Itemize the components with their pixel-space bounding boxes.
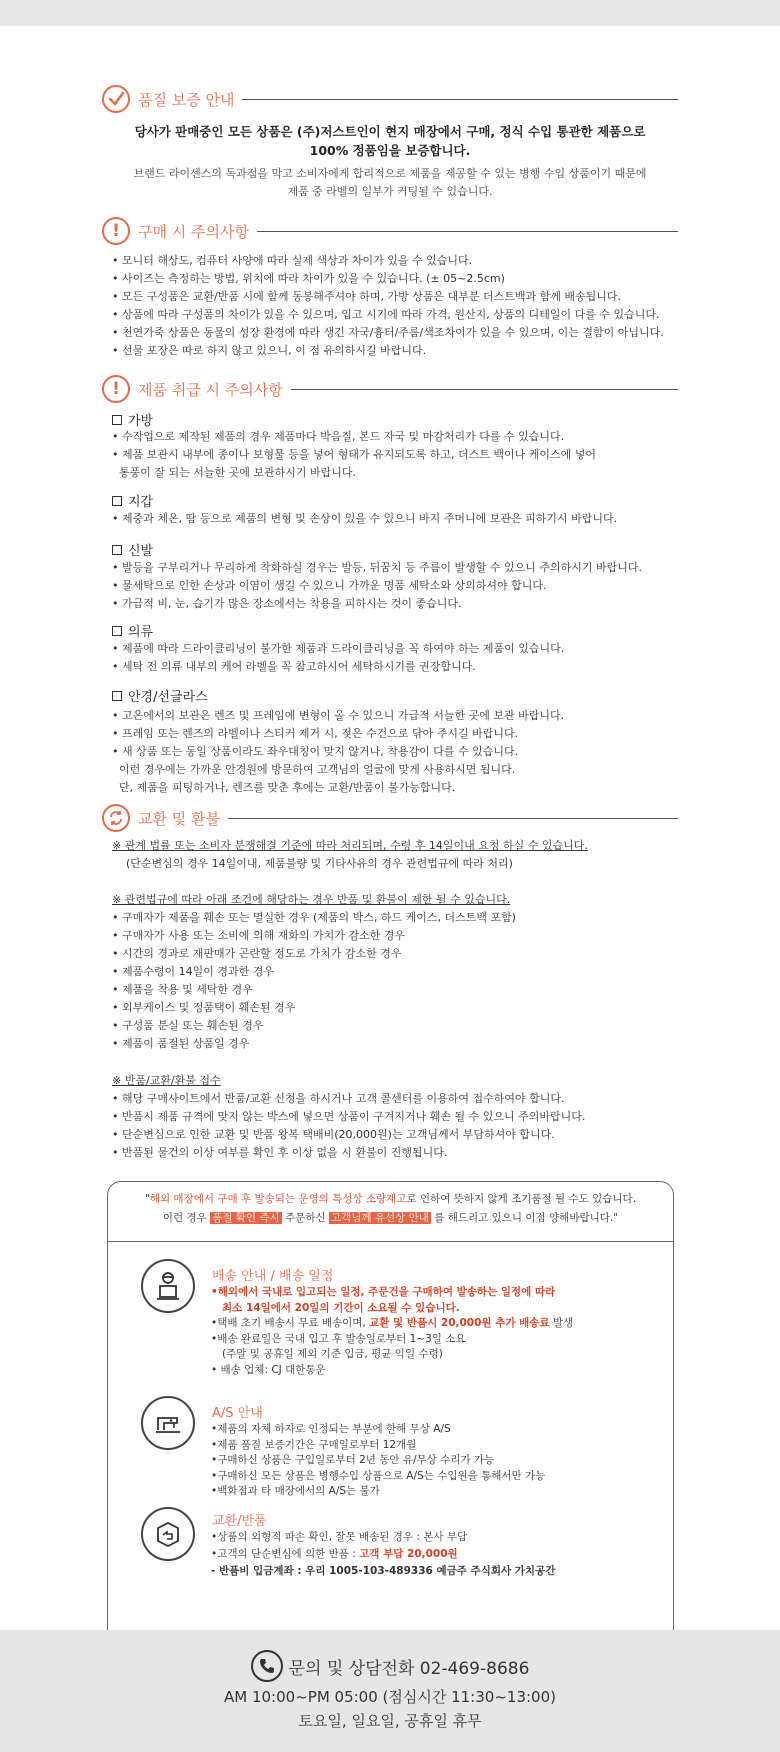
list-item-continuation: 단, 제품을 피팅하거나, 렌즈를 맞춘 후에는 교환/반품이 불가능합니다.: [119, 781, 456, 794]
shipping-notice-box: [107, 1181, 674, 1645]
quality-title: 품질 보증 안내: [138, 90, 235, 109]
list-item: • 세탁 전 의류 내부의 케어 라벨을 꼭 참고하시어 세탁하시기를 권장합니다.: [112, 658, 702, 676]
returns-account-line: - 반품비 입금계좌 : 우리 1005-103-489336 예금주 주식회사 가치공간: [211, 1565, 556, 1577]
bag-title: 가방: [128, 414, 154, 429]
divider: [291, 389, 678, 390]
contact-phone-row: [0, 1650, 780, 1682]
exchange-section-header: [102, 803, 678, 833]
exchange-title: 교환 및 환불: [138, 809, 220, 828]
notice-text: 주문하신: [281, 1212, 329, 1224]
list-item: • 새 상품 또는 동일 상품이라도 좌우대칭이 맞지 않거나, 착용감이 다를 수 있습니다.: [112, 743, 702, 761]
notice-red-text: 해외 매장에서 구매 후 발송되는 운영의 특성상 소량재고: [149, 1193, 407, 1205]
list-item: • 구매자가 사용 또는 소비에 의해 재화의 가치가 감소한 경우: [112, 927, 702, 945]
list-item: • 반품된 물건의 이상 여부를 확인 후 이상 없을 시 환불이 진행됩니다.: [112, 1144, 702, 1162]
checkbox-square-icon: [112, 545, 122, 555]
shoes-list: [112, 559, 702, 613]
glasses-list: [112, 707, 702, 797]
bag-list: [112, 428, 702, 482]
checkbox-square-icon: [112, 415, 122, 425]
returns-title: 교환/반품: [212, 1514, 267, 1529]
quality-section-header: [102, 84, 678, 114]
exclamation-circle-icon: !: [102, 375, 130, 403]
as-line: •구매하신 상품은 구입일로부터 2년 동안 유/무상 수리가 가능: [211, 1454, 495, 1466]
list-item: • 단순변심으로 인한 교환 및 반품 왕복 택배비(20,000원)는 고객님께서 부담하셔야 합니다.: [112, 1126, 702, 1144]
returns-line: •상품의 외형적 파손 확인, 잘못 배송된 경우 : 본사 부담: [211, 1531, 468, 1543]
list-item: • 선물 포장은 따로 하지 않고 있으니, 이 점 유의하시길 바랍니다.: [112, 342, 702, 360]
shipping-red-line-2: 최소 14일에서 20일의 기간이 소요될 수 있습니다.: [222, 1301, 460, 1314]
as-line: •구매하신 모든 상품은 병행수입 상품으로 A/S는 수입원을 통해서만 가능: [211, 1469, 546, 1482]
check-circle-icon: [102, 85, 130, 113]
shipping-line: •배송 완료일은 국내 입고 후 발송일로부터 1~3일 소요: [211, 1332, 466, 1345]
list-item: • 제품에 따라 드라이클리닝이 불가한 제품과 드라이클리닝을 꼭 하여야 하는 제품이 있습니다.: [112, 640, 702, 658]
wallet-list: [112, 510, 702, 528]
divider: [257, 231, 678, 232]
exchange-process-list: [112, 1090, 702, 1162]
exchange-arrows-icon: [102, 804, 130, 832]
exchange-limit-heading: ※ 관련법규에 따라 아래 조건에 해당하는 경우 반품 및 환불이 제한 될 수 있습니다.: [112, 893, 511, 906]
purchase-list: [112, 252, 702, 360]
wallet-title: 지갑: [128, 495, 154, 510]
handling-title: 제품 취급 시 주의사항: [138, 380, 283, 399]
notice-text: 이런 경우: [162, 1212, 211, 1224]
contact-hours: AM 10:00~PM 05:00 (점심시간 11:30~13:00): [224, 1688, 556, 1706]
exchange-process-heading: ※ 반품/교환/환불 접수: [112, 1074, 221, 1087]
purchase-section-header: [102, 216, 678, 246]
notice-highlight: 품절 확인 즉시: [212, 1212, 280, 1224]
list-item: • 제품이 품절된 상품일 경우: [112, 1035, 702, 1053]
delivery-person-icon: [141, 1259, 195, 1313]
shipping-fee-red: 교환 및 반품시 20,000원 추가 배송료: [369, 1317, 550, 1329]
list-item-continuation: 이런 경우에는 가까운 안경원에 방문하여 고객님의 얼굴에 맞게 사용하시면 됩니다.: [119, 763, 516, 776]
notice-highlight: 고객님께 유선상 안내: [330, 1212, 429, 1224]
divider: [228, 818, 678, 819]
shipping-lines: [211, 1285, 573, 1378]
list-item: • 구매자가 제품을 훼손 또는 멸실한 경우 (제품의 박스, 하드 케이스, 더스트백 포함): [112, 909, 702, 927]
bag-subheading: [112, 410, 153, 429]
quality-strong-line-2: 100% 정품임을 보증합니다.: [309, 143, 471, 158]
checkbox-square-icon: [112, 496, 122, 506]
list-item: • 가급적 비, 눈, 습기가 많은 장소에서는 착용을 피하시는 것이 좋습니다.: [112, 595, 702, 613]
exchange-limit-list: [112, 909, 702, 1053]
as-line: •백화점과 타 매장에서의 A/S는 불가: [211, 1485, 380, 1497]
list-item: • 제품을 착용 및 세탁한 경우: [112, 981, 702, 999]
shipping-line: (주말 및 공휴일 제외 기준 입금, 평균 익일 수령): [222, 1348, 443, 1360]
shoes-title: 신발: [128, 544, 154, 559]
soldout-notice-line-2: [108, 1209, 673, 1228]
return-box-icon: [141, 1507, 195, 1561]
returns-lines: [211, 1529, 555, 1580]
notice-text: 로 인하여 뜻하지 않게 조기품절 될 수도 있습니다.: [406, 1193, 637, 1205]
divider: [242, 99, 678, 100]
list-item: • 수작업으로 제작된 제품의 경우 제품마다 박음질, 본드 자국 및 마감처리가 다를 수 있습니다.: [112, 428, 702, 446]
soldout-notice-line-1: [108, 1190, 673, 1209]
clothes-list: [112, 640, 702, 676]
shipping-fee-line: [211, 1316, 573, 1332]
list-item: • 천연가죽 상품은 동물의 성장 환경에 따라 생긴 자국/흉터/주름/색조차이가 있을 수 있으며, 이는 결함이 아닙니다.: [112, 324, 702, 342]
list-item: • 발등을 구부리거나 무리하게 착화하실 경우는 발등, 뒤꿈치 등 주름이 발생할 수 있으니 주의하시기 바랍니다.: [112, 559, 702, 577]
clothes-title: 의류: [128, 625, 154, 640]
handling-section-header: [102, 374, 678, 404]
returns-red: 고객 부담 20,000원: [359, 1548, 458, 1560]
list-item: • 외부케이스 및 정품택이 훼손된 경우: [112, 999, 702, 1017]
list-item: • 모니터 해상도, 컴퓨터 사양에 따라 실제 색상과 차이가 있을 수 있습니다.: [112, 252, 702, 270]
returns-line: [211, 1546, 555, 1563]
checkbox-square-icon: [112, 626, 122, 636]
top-band: [0, 0, 780, 26]
notice-text: 를 해드리고 있으니 이점 양해바랍니다.": [430, 1212, 619, 1224]
quality-strong-line-1: 당사가 판매중인 모든 상품은 (주)저스트인이 현지 매장에서 구매, 정식 수입 통관한 제품으로: [134, 124, 646, 139]
shipping-fee-text: 발생: [549, 1317, 574, 1329]
quality-note-line-1: 브랜드 라이센스의 독과점을 막고 소비자에게 합리적으로 제품을 제공할 수 있는 병행 수입 상품이기 때문에: [133, 167, 647, 180]
glasses-title: 안경/선글라스: [128, 690, 208, 705]
list-item: • 고온에서의 보관은 렌즈 및 프레임에 변형이 올 수 있으니 가급적 서늘한 곳에 보관 바랍니다.: [112, 707, 702, 725]
list-item: • 구성품 분실 또는 훼손된 경우: [112, 1017, 702, 1035]
exclamation-circle-icon: !: [102, 217, 130, 245]
checkbox-square-icon: [112, 691, 122, 701]
shoes-subheading: [112, 540, 153, 559]
shipping-title: 배송 안내 / 배송 일정: [212, 1269, 334, 1284]
sewing-machine-icon: [141, 1396, 195, 1450]
purchase-title: 구매 시 주의사항: [138, 222, 249, 241]
wallet-subheading: [112, 491, 153, 510]
list-item: • 상품에 따라 구성품의 차이가 있을 수 있으며, 입고 시기에 따라 가격, 원산지, 상품의 디테일이 다를 수 있습니다.: [112, 306, 702, 324]
list-item: • 모든 구성품은 교환/반품 시에 함께 동봉해주셔야 하며, 가방 상품은 대부분 더스트백과 함께 배송됩니다.: [112, 288, 702, 306]
list-item: • 제중과 체온, 땀 등으로 제품의 변형 및 손상이 있을 수 있으니 바지 주머니에 보관은 피하기시 바랍니다.: [112, 510, 702, 528]
as-title: A/S 안내: [212, 1406, 263, 1421]
list-item: • 반품시 제품 규격에 맞지 않는 박스에 넣으면 상품이 구겨지거나 훼손 될 수 있으니 주의바랍니다.: [112, 1108, 702, 1126]
as-line: •제품 품질 보증기간은 구매일로부터 12개월: [211, 1438, 417, 1451]
list-item: • 프레임 또는 렌즈의 라벨이나 스티커 제거 시, 젖은 수건으로 닦아 주시길 바랍니다.: [112, 725, 702, 743]
as-lines: [211, 1422, 545, 1500]
soldout-notice: [108, 1182, 673, 1242]
quality-note-line-2: 제품 중 라벨의 일부가 커팅될 수 있습니다.: [287, 185, 493, 198]
shipping-fee-text: •택배 초기 배송시 무료 배송이며,: [211, 1317, 370, 1329]
shipping-line: • 배송 업체: CJ 대한통운: [211, 1363, 326, 1376]
exchange-law-line: ※ 관계 법률 또는 소비자 분쟁해결 기준에 따라 처리되며, 수령 후 14일이내 요청 하실 수 있습니다.: [112, 839, 588, 852]
exchange-law-note: (단순변심의 경우 14일이내, 제품불량 및 기타사유의 경우 관련법규에 따라 처리): [126, 857, 513, 870]
clothes-subheading: [112, 621, 153, 640]
glasses-subheading: [112, 686, 208, 705]
returns-text: •고객의 단순변심에 의한 반품 :: [211, 1548, 360, 1560]
list-item: • 시간의 경과로 재판매가 곤란할 정도로 가치가 감소한 경우: [112, 945, 702, 963]
as-line: •제품의 자체 하자로 인정되는 부분에 한해 무상 A/S: [211, 1423, 451, 1435]
contact-phone-label: 문의 및 상담전화 02-469-8686: [288, 1658, 530, 1679]
list-item: • 물세탁으로 인한 손상과 이염이 생길 수 있으니 가까운 명품 세탁소와 상의하셔야 합니다.: [112, 577, 702, 595]
quote-mark: ": [144, 1193, 150, 1205]
list-item: • 해당 구매사이트에서 반품/교환 신청을 하시거나 고객 콜센터를 이용하여 접수하여야 합니다.: [112, 1090, 702, 1108]
phone-icon: [251, 1650, 283, 1682]
contact-closed-days: 토요일, 일요일, 공휴일 휴무: [298, 1712, 482, 1730]
list-item: • 제품 보관시 내부에 종이나 보형물 등을 넣어 형태가 유지되도록 하고, 더스트 백이나 케이스에 넣어: [112, 446, 702, 464]
list-item: • 제품수령이 14일이 경과한 경우: [112, 963, 702, 981]
shipping-red-line-1: •해외에서 국내로 입고되는 일정, 주문건을 구매하여 발송하는 일정에 따라: [211, 1286, 556, 1298]
list-item-continuation: 통풍이 잘 되는 서늘한 곳에 보관하시기 바랍니다.: [119, 466, 356, 479]
list-item: • 사이즈는 측정하는 방법, 위치에 따라 차이가 있을 수 있습니다. (± 05~2.5cm): [112, 270, 702, 288]
